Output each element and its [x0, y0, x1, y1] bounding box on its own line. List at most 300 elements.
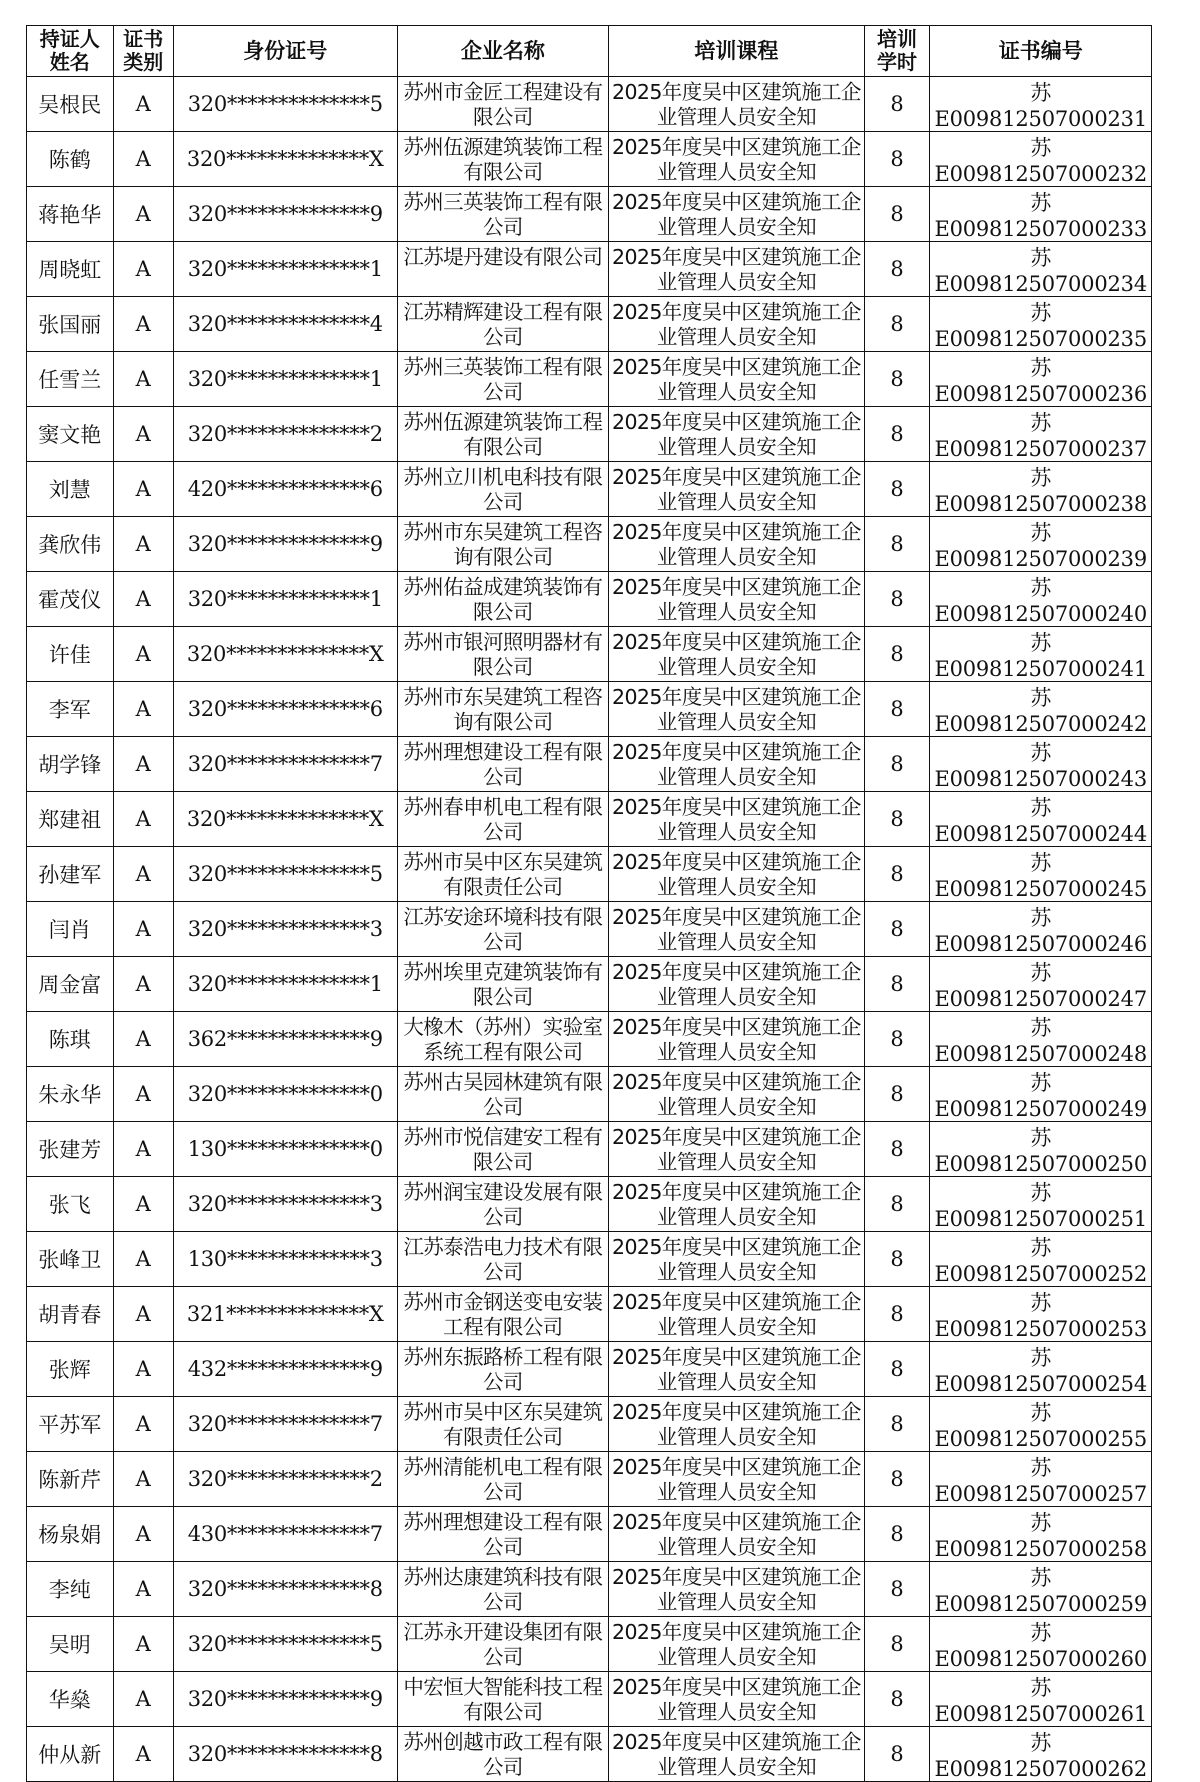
training-hours-cell: 8	[864, 1232, 930, 1287]
cert-number-cell: 苏E009812507000246	[930, 902, 1152, 957]
id-number-cell: 320**************1	[173, 352, 397, 407]
cert-number-cell: 苏E009812507000243	[930, 737, 1152, 792]
company-name-cell-text: 苏州理想建设工程有限公司	[403, 739, 603, 789]
training-hours-cell: 8	[864, 737, 930, 792]
training-hours-cell: 8	[864, 1672, 930, 1727]
cert-category-cell: A	[113, 352, 173, 407]
cert-number-cell: 苏E009812507000255	[930, 1397, 1152, 1452]
holder-name-cell: 李军	[27, 682, 114, 737]
course-name-cell	[609, 902, 864, 957]
company-name-cell-text: 苏州达康建筑科技有限公司	[403, 1564, 603, 1614]
company-name-cell-text: 江苏安途环境科技有限公司	[403, 904, 603, 954]
table-row	[27, 352, 1152, 407]
header-cert-number: 证书编号	[930, 26, 1152, 77]
company-name-cell-text: 苏州理想建设工程有限公司	[403, 1509, 603, 1559]
course-name-cell-text: 2025年度吴中区建筑施工企业管理人员安全知	[612, 1509, 861, 1559]
course-name-cell-text: 2025年度吴中区建筑施工企业管理人员安全知	[612, 1674, 861, 1724]
table-row	[27, 792, 1152, 847]
training-hours-cell: 8	[864, 847, 930, 902]
company-name-cell-text: 中宏恒大智能科技工程有限公司	[403, 1674, 603, 1724]
table-row	[27, 847, 1152, 902]
cert-category-cell: A	[113, 792, 173, 847]
holder-name-cell: 张建芳	[27, 1122, 114, 1177]
company-name-cell	[397, 132, 609, 187]
company-name-cell-text: 苏州春申机电工程有限公司	[403, 794, 603, 844]
id-number-cell: 320**************5	[173, 77, 397, 132]
table-row	[27, 627, 1152, 682]
course-name-cell	[609, 1122, 864, 1177]
holder-name-cell: 张国丽	[27, 297, 114, 352]
course-name-cell	[609, 1342, 864, 1397]
course-name-cell-text: 2025年度吴中区建筑施工企业管理人员安全知	[612, 629, 861, 679]
company-name-cell-text: 江苏泰浩电力技术有限公司	[403, 1234, 603, 1284]
holder-name-cell: 陈鹤	[27, 132, 114, 187]
cert-number-cell: 苏E009812507000262	[930, 1727, 1152, 1782]
id-number-cell: 130**************3	[173, 1232, 397, 1287]
cert-number-cell: 苏E009812507000249	[930, 1067, 1152, 1122]
cert-number-cell: 苏E009812507000259	[930, 1562, 1152, 1617]
table-row	[27, 462, 1152, 517]
cert-number-cell: 苏E009812507000253	[930, 1287, 1152, 1342]
training-hours-cell: 8	[864, 1012, 930, 1067]
holder-name-cell: 吴明	[27, 1617, 114, 1672]
header-company: 企业名称	[397, 26, 609, 77]
training-hours-cell: 8	[864, 352, 930, 407]
table-row	[27, 77, 1152, 132]
company-name-cell	[397, 1507, 609, 1562]
cert-category-cell: A	[113, 1727, 173, 1782]
cert-category-cell: A	[113, 1342, 173, 1397]
course-name-cell-text: 2025年度吴中区建筑施工企业管理人员安全知	[612, 739, 861, 789]
course-name-cell	[609, 682, 864, 737]
training-hours-cell: 8	[864, 902, 930, 957]
cert-category-cell: A	[113, 1397, 173, 1452]
id-number-cell: 320**************5	[173, 847, 397, 902]
course-name-cell	[609, 1067, 864, 1122]
company-name-cell-text: 苏州清能机电工程有限公司	[403, 1454, 603, 1504]
course-name-cell	[609, 517, 864, 572]
holder-name-cell: 龚欣伟	[27, 517, 114, 572]
course-name-cell	[609, 1287, 864, 1342]
training-hours-cell: 8	[864, 132, 930, 187]
course-name-cell	[609, 1507, 864, 1562]
course-name-cell-text: 2025年度吴中区建筑施工企业管理人员安全知	[612, 134, 861, 184]
company-name-cell-text: 苏州市金钢送变电安装工程有限公司	[403, 1289, 603, 1339]
cert-category-cell: A	[113, 737, 173, 792]
training-hours-cell: 8	[864, 1067, 930, 1122]
training-hours-cell: 8	[864, 462, 930, 517]
cert-category-cell: A	[113, 1617, 173, 1672]
training-hours-cell: 8	[864, 1342, 930, 1397]
company-name-cell-text: 苏州市吴中区东吴建筑有限责任公司	[403, 849, 603, 899]
id-number-cell: 430**************7	[173, 1507, 397, 1562]
cert-category-cell: A	[113, 242, 173, 297]
company-name-cell-text: 江苏精辉建设工程有限公司	[403, 299, 603, 349]
training-hours-cell: 8	[864, 1727, 930, 1782]
cert-category-cell: A	[113, 902, 173, 957]
table-row	[27, 737, 1152, 792]
id-number-cell: 320**************9	[173, 517, 397, 572]
course-name-cell	[609, 242, 864, 297]
training-hours-cell: 8	[864, 957, 930, 1012]
id-number-cell: 320**************5	[173, 1617, 397, 1672]
company-name-cell-text: 苏州三英装饰工程有限公司	[403, 189, 603, 239]
training-hours-cell: 8	[864, 1177, 930, 1232]
id-number-cell: 320**************X	[173, 627, 397, 682]
id-number-cell: 420**************6	[173, 462, 397, 517]
cert-category-cell: A	[113, 1562, 173, 1617]
table-row	[27, 132, 1152, 187]
table-row	[27, 682, 1152, 737]
holder-name-cell: 李纯	[27, 1562, 114, 1617]
cert-number-cell: 苏E009812507000235	[930, 297, 1152, 352]
company-name-cell	[397, 1067, 609, 1122]
course-name-cell-text: 2025年度吴中区建筑施工企业管理人员安全知	[612, 794, 861, 844]
company-name-cell-text: 苏州创越市政工程有限公司	[403, 1729, 603, 1779]
cert-category-cell: A	[113, 187, 173, 242]
holder-name-cell: 任雪兰	[27, 352, 114, 407]
course-name-cell	[609, 957, 864, 1012]
table-row	[27, 1067, 1152, 1122]
company-name-cell-text: 苏州伍源建筑装饰工程有限公司	[403, 409, 603, 459]
course-name-cell	[609, 1232, 864, 1287]
course-name-cell-text: 2025年度吴中区建筑施工企业管理人员安全知	[612, 1454, 861, 1504]
cert-number-cell: 苏E009812507000254	[930, 1342, 1152, 1397]
table-row	[27, 1342, 1152, 1397]
training-hours-cell: 8	[864, 1452, 930, 1507]
company-name-cell	[397, 1672, 609, 1727]
id-number-cell: 321**************X	[173, 1287, 397, 1342]
course-name-cell	[609, 847, 864, 902]
cert-category-cell: A	[113, 1452, 173, 1507]
cert-number-cell: 苏E009812507000261	[930, 1672, 1152, 1727]
company-name-cell-text: 苏州古吴园林建筑有限公司	[403, 1069, 603, 1119]
cert-category-cell: A	[113, 682, 173, 737]
holder-name-cell: 杨泉娟	[27, 1507, 114, 1562]
cert-number-cell: 苏E009812507000260	[930, 1617, 1152, 1672]
holder-name-cell: 张峰卫	[27, 1232, 114, 1287]
id-number-cell: 362**************9	[173, 1012, 397, 1067]
course-name-cell-text: 2025年度吴中区建筑施工企业管理人员安全知	[612, 79, 861, 129]
table-row	[27, 1012, 1152, 1067]
id-number-cell: 320**************1	[173, 957, 397, 1012]
id-number-cell: 320**************6	[173, 682, 397, 737]
id-number-cell: 320**************1	[173, 242, 397, 297]
holder-name-cell: 平苏军	[27, 1397, 114, 1452]
company-name-cell	[397, 737, 609, 792]
course-name-cell-text: 2025年度吴中区建筑施工企业管理人员安全知	[612, 904, 861, 954]
training-hours-cell: 8	[864, 517, 930, 572]
company-name-cell	[397, 1287, 609, 1342]
company-name-cell-text: 苏州伍源建筑装饰工程有限公司	[403, 134, 603, 184]
company-name-cell-text: 江苏堤丹建设有限公司	[403, 244, 603, 269]
holder-name-cell: 吴根民	[27, 77, 114, 132]
holder-name-cell: 张飞	[27, 1177, 114, 1232]
cert-category-cell: A	[113, 132, 173, 187]
course-name-cell	[609, 352, 864, 407]
course-name-cell-text: 2025年度吴中区建筑施工企业管理人员安全知	[612, 1234, 861, 1284]
cert-category-cell: A	[113, 462, 173, 517]
holder-name-cell: 陈琪	[27, 1012, 114, 1067]
id-number-cell: 320**************8	[173, 1562, 397, 1617]
holder-name-cell: 周晓虹	[27, 242, 114, 297]
company-name-cell-text: 苏州市吴中区东吴建筑有限责任公司	[403, 1399, 603, 1449]
company-name-cell	[397, 682, 609, 737]
course-name-cell	[609, 737, 864, 792]
training-hours-cell: 8	[864, 187, 930, 242]
course-name-cell-text: 2025年度吴中区建筑施工企业管理人员安全知	[612, 1729, 861, 1779]
course-name-cell	[609, 627, 864, 682]
table-row	[27, 1122, 1152, 1177]
course-name-cell-text: 2025年度吴中区建筑施工企业管理人员安全知	[612, 299, 861, 349]
company-name-cell-text: 苏州埃里克建筑装饰有限公司	[403, 959, 603, 1009]
company-name-cell-text: 苏州三英装饰工程有限公司	[403, 354, 603, 404]
course-name-cell-text: 2025年度吴中区建筑施工企业管理人员安全知	[612, 1069, 861, 1119]
course-name-cell-text: 2025年度吴中区建筑施工企业管理人员安全知	[612, 1124, 861, 1174]
id-number-cell: 320**************9	[173, 187, 397, 242]
course-name-cell	[609, 77, 864, 132]
company-name-cell-text: 苏州佑益成建筑装饰有限公司	[403, 574, 603, 624]
company-name-cell	[397, 462, 609, 517]
course-name-cell	[609, 132, 864, 187]
cert-number-cell: 苏E009812507000234	[930, 242, 1152, 297]
cert-number-cell: 苏E009812507000240	[930, 572, 1152, 627]
table-row	[27, 297, 1152, 352]
cert-number-cell: 苏E009812507000258	[930, 1507, 1152, 1562]
table-row	[27, 1562, 1152, 1617]
cert-number-cell: 苏E009812507000231	[930, 77, 1152, 132]
course-name-cell-text: 2025年度吴中区建筑施工企业管理人员安全知	[612, 244, 861, 294]
training-hours-cell: 8	[864, 77, 930, 132]
company-name-cell	[397, 297, 609, 352]
table-row	[27, 1177, 1152, 1232]
id-number-cell: 320**************7	[173, 737, 397, 792]
company-name-cell	[397, 187, 609, 242]
header-holder-name	[27, 26, 114, 77]
training-hours-cell: 8	[864, 572, 930, 627]
holder-name-cell: 华燊	[27, 1672, 114, 1727]
company-name-cell	[397, 1452, 609, 1507]
id-number-cell: 320**************9	[173, 1672, 397, 1727]
cert-number-cell: 苏E009812507000242	[930, 682, 1152, 737]
company-name-cell	[397, 627, 609, 682]
holder-name-cell: 陈新芹	[27, 1452, 114, 1507]
cert-category-cell: A	[113, 957, 173, 1012]
company-name-cell	[397, 1122, 609, 1177]
header-training-hours	[864, 26, 930, 77]
id-number-cell: 432**************9	[173, 1342, 397, 1397]
cert-number-cell: 苏E009812507000238	[930, 462, 1152, 517]
cert-number-cell: 苏E009812507000247	[930, 957, 1152, 1012]
course-name-cell	[609, 1562, 864, 1617]
table-row	[27, 572, 1152, 627]
course-name-cell-text: 2025年度吴中区建筑施工企业管理人员安全知	[612, 849, 861, 899]
cert-number-cell: 苏E009812507000236	[930, 352, 1152, 407]
certificate-roster-table	[26, 25, 1152, 1782]
company-name-cell-text: 苏州东振路桥工程有限公司	[403, 1344, 603, 1394]
company-name-cell	[397, 1397, 609, 1452]
id-number-cell: 320**************8	[173, 1727, 397, 1782]
id-number-cell: 320**************1	[173, 572, 397, 627]
header-cert-category-l1: 证书	[123, 27, 164, 51]
training-hours-cell: 8	[864, 792, 930, 847]
course-name-cell-text: 2025年度吴中区建筑施工企业管理人员安全知	[612, 1564, 861, 1614]
course-name-cell	[609, 1672, 864, 1727]
company-name-cell	[397, 1232, 609, 1287]
cert-number-cell: 苏E009812507000251	[930, 1177, 1152, 1232]
cert-category-cell: A	[113, 407, 173, 462]
company-name-cell	[397, 352, 609, 407]
course-name-cell	[609, 407, 864, 462]
cert-number-cell: 苏E009812507000245	[930, 847, 1152, 902]
cert-number-cell: 苏E009812507000244	[930, 792, 1152, 847]
company-name-cell	[397, 517, 609, 572]
company-name-cell	[397, 957, 609, 1012]
course-name-cell-text: 2025年度吴中区建筑施工企业管理人员安全知	[612, 354, 861, 404]
company-name-cell	[397, 792, 609, 847]
company-name-cell	[397, 572, 609, 627]
holder-name-cell: 胡学锋	[27, 737, 114, 792]
company-name-cell	[397, 902, 609, 957]
company-name-cell	[397, 1342, 609, 1397]
training-hours-cell: 8	[864, 682, 930, 737]
cert-number-cell: 苏E009812507000248	[930, 1012, 1152, 1067]
header-holder-name-l1: 持证人	[39, 27, 100, 51]
training-hours-cell: 8	[864, 242, 930, 297]
header-id-number: 身份证号	[173, 26, 397, 77]
id-number-cell: 320**************2	[173, 407, 397, 462]
table-row	[27, 187, 1152, 242]
company-name-cell	[397, 1617, 609, 1672]
cert-number-cell: 苏E009812507000232	[930, 132, 1152, 187]
table-row	[27, 957, 1152, 1012]
cert-category-cell: A	[113, 1122, 173, 1177]
cert-category-cell: A	[113, 517, 173, 572]
course-name-cell	[609, 792, 864, 847]
holder-name-cell: 郑建祖	[27, 792, 114, 847]
company-name-cell-text: 大橡木（苏州）实验室系统工程有限公司	[403, 1014, 603, 1064]
table-body	[27, 77, 1152, 1782]
holder-name-cell: 周金富	[27, 957, 114, 1012]
id-number-cell: 320**************3	[173, 902, 397, 957]
training-hours-cell: 8	[864, 627, 930, 682]
id-number-cell: 320**************3	[173, 1177, 397, 1232]
course-name-cell-text: 2025年度吴中区建筑施工企业管理人员安全知	[612, 519, 861, 569]
table-row	[27, 517, 1152, 572]
id-number-cell: 130**************0	[173, 1122, 397, 1177]
table-row	[27, 1727, 1152, 1782]
cert-category-cell: A	[113, 297, 173, 352]
company-name-cell-text: 苏州立川机电科技有限公司	[403, 464, 603, 514]
cert-number-cell: 苏E009812507000257	[930, 1452, 1152, 1507]
company-name-cell	[397, 1562, 609, 1617]
course-name-cell	[609, 1177, 864, 1232]
table-row	[27, 1617, 1152, 1672]
table-row	[27, 407, 1152, 462]
company-name-cell-text: 苏州市银河照明器材有限公司	[403, 629, 603, 679]
id-number-cell: 320**************0	[173, 1067, 397, 1122]
course-name-cell	[609, 462, 864, 517]
company-name-cell-text: 苏州市东吴建筑工程咨询有限公司	[403, 684, 603, 734]
table-row	[27, 242, 1152, 297]
header-course: 培训课程	[609, 26, 864, 77]
course-name-cell-text: 2025年度吴中区建筑施工企业管理人员安全知	[612, 574, 861, 624]
cert-category-cell: A	[113, 1067, 173, 1122]
course-name-cell	[609, 572, 864, 627]
company-name-cell-text: 苏州市悦信建安工程有限公司	[403, 1124, 603, 1174]
course-name-cell-text: 2025年度吴中区建筑施工企业管理人员安全知	[612, 1399, 861, 1449]
course-name-cell-text: 2025年度吴中区建筑施工企业管理人员安全知	[612, 464, 861, 514]
holder-name-cell: 闫肖	[27, 902, 114, 957]
holder-name-cell: 许佳	[27, 627, 114, 682]
company-name-cell-text: 苏州润宝建设发展有限公司	[403, 1179, 603, 1229]
company-name-cell	[397, 1012, 609, 1067]
course-name-cell-text: 2025年度吴中区建筑施工企业管理人员安全知	[612, 959, 861, 1009]
course-name-cell	[609, 1397, 864, 1452]
training-hours-cell: 8	[864, 1562, 930, 1617]
company-name-cell	[397, 1177, 609, 1232]
cert-number-cell: 苏E009812507000252	[930, 1232, 1152, 1287]
cert-category-cell: A	[113, 1012, 173, 1067]
cert-category-cell: A	[113, 1507, 173, 1562]
header-training-hours-l2: 学时	[877, 50, 918, 74]
table-row	[27, 1452, 1152, 1507]
header-cert-category-l2: 类别	[123, 50, 164, 74]
cert-category-cell: A	[113, 572, 173, 627]
id-number-cell: 320**************X	[173, 792, 397, 847]
header-cert-category	[113, 26, 173, 77]
table-row	[27, 1507, 1152, 1562]
table-row	[27, 1672, 1152, 1727]
id-number-cell: 320**************4	[173, 297, 397, 352]
cert-number-cell: 苏E009812507000233	[930, 187, 1152, 242]
training-hours-cell: 8	[864, 1397, 930, 1452]
company-name-cell-text: 江苏永开建设集团有限公司	[403, 1619, 603, 1669]
cert-number-cell: 苏E009812507000237	[930, 407, 1152, 462]
header-holder-name-l2: 姓名	[49, 50, 90, 74]
company-name-cell	[397, 242, 609, 297]
holder-name-cell: 蒋艳华	[27, 187, 114, 242]
training-hours-cell: 8	[864, 1287, 930, 1342]
course-name-cell-text: 2025年度吴中区建筑施工企业管理人员安全知	[612, 1344, 861, 1394]
course-name-cell-text: 2025年度吴中区建筑施工企业管理人员安全知	[612, 189, 861, 239]
holder-name-cell: 仲从新	[27, 1727, 114, 1782]
company-name-cell	[397, 407, 609, 462]
table-row	[27, 902, 1152, 957]
company-name-cell-text: 苏州市金匠工程建设有限公司	[403, 79, 603, 129]
training-hours-cell: 8	[864, 1617, 930, 1672]
holder-name-cell: 张辉	[27, 1342, 114, 1397]
cert-category-cell: A	[113, 1177, 173, 1232]
holder-name-cell: 霍茂仪	[27, 572, 114, 627]
table-row	[27, 1287, 1152, 1342]
header-training-hours-l1: 培训	[877, 27, 918, 51]
course-name-cell-text: 2025年度吴中区建筑施工企业管理人员安全知	[612, 1289, 861, 1339]
course-name-cell	[609, 1727, 864, 1782]
holder-name-cell: 窦文艳	[27, 407, 114, 462]
course-name-cell	[609, 1452, 864, 1507]
cert-number-cell: 苏E009812507000250	[930, 1122, 1152, 1177]
course-name-cell	[609, 1617, 864, 1672]
course-name-cell-text: 2025年度吴中区建筑施工企业管理人员安全知	[612, 1014, 861, 1064]
cert-category-cell: A	[113, 77, 173, 132]
course-name-cell	[609, 187, 864, 242]
id-number-cell: 320**************X	[173, 132, 397, 187]
cert-category-cell: A	[113, 1232, 173, 1287]
holder-name-cell: 刘慧	[27, 462, 114, 517]
company-name-cell	[397, 77, 609, 132]
holder-name-cell: 孙建军	[27, 847, 114, 902]
